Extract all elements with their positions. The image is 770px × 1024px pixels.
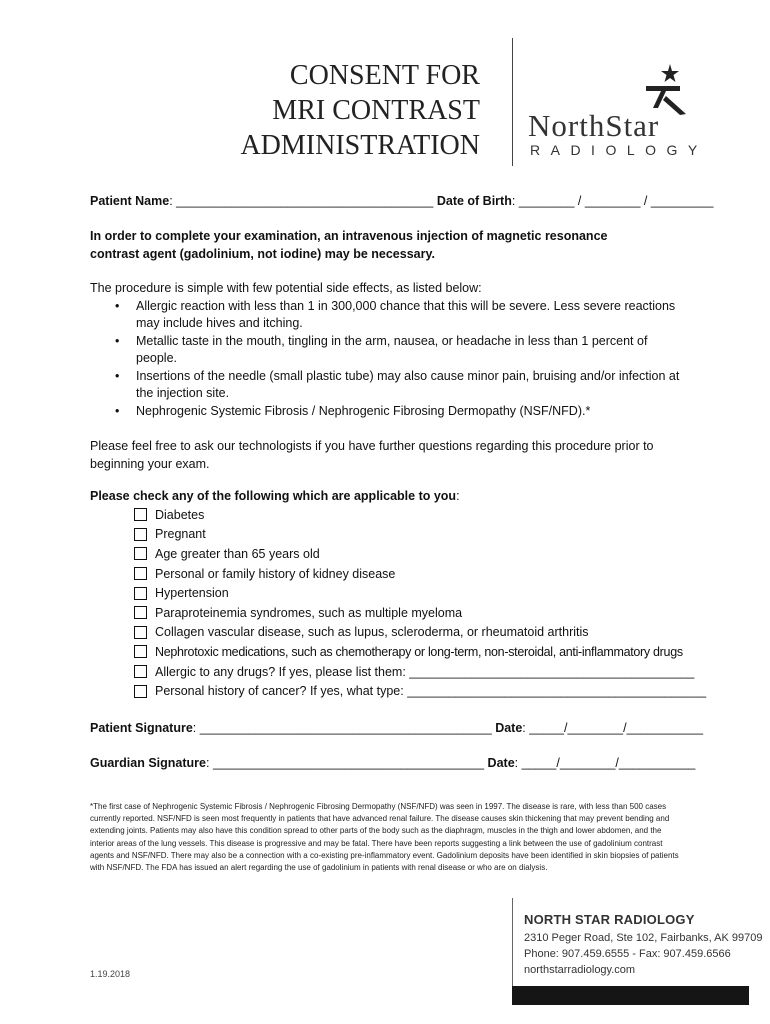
brand-subtitle: RADIOLOGY [530, 142, 708, 158]
checklist-label: Diabetes [155, 507, 205, 522]
patient-signature-field[interactable]: : __________________________________________ [192, 721, 496, 735]
checklist-label[interactable]: Allergic to any drugs? If yes, please list them: _________________________________________ [155, 664, 695, 679]
patient-date-label: Date [495, 721, 523, 735]
footer-bar [512, 986, 749, 1005]
checklist-row [134, 681, 706, 701]
procedure-section [90, 280, 690, 420]
document-title [180, 58, 480, 163]
patient-signature-line [90, 721, 703, 735]
side-effect-item: • Metallic taste in the mouth, tingling in the arm, nausea, or headache in less than 1 percent of people. [90, 333, 690, 368]
patient-name-field[interactable]: : _____________________________________ [169, 194, 437, 208]
patient-date-field[interactable]: : _____/________/___________ [522, 721, 704, 735]
footer-company-name: NORTH STAR RADIOLOGY [524, 912, 695, 927]
checklist-heading [90, 488, 690, 506]
checklist-label: Age greater than 65 years old [155, 546, 320, 561]
checkbox[interactable] [134, 528, 147, 541]
side-effects-list [90, 298, 690, 421]
checklist-label: Pregnant [155, 527, 206, 542]
procedure-lead: The procedure is simple with few potential side effects, as listed below: [90, 281, 482, 295]
checkbox[interactable] [134, 547, 147, 560]
checklist-label: Nephrotoxic medications, such as chemotherapy or long-term, non-steroidal, anti-inflammatory drugs [155, 644, 683, 659]
guardian-date-field[interactable]: : _____/________/___________ [514, 756, 696, 770]
checklist-row [134, 505, 706, 525]
footer-phone-fax: Phone: 907.459.6555 - Fax: 907.459.6566 [524, 948, 731, 960]
checklist-label[interactable]: Personal history of cancer? If yes, what type: ___________________________________________ [155, 684, 707, 699]
side-effect-item: • Nephrogenic Systemic Fibrosis / Nephrogenic Fibrosing Dermopathy (NSF/NFD).* [90, 403, 690, 421]
checklist-heading-colon: : [456, 489, 460, 503]
title-line-1: CONSENT FOR [289, 60, 480, 91]
questions-note: Please feel free to ask our technologists if you have further questions regarding this procedure prior to beginning your exam. [90, 439, 654, 471]
checkbox[interactable] [134, 587, 147, 600]
brand-name: NorthStar [528, 108, 660, 143]
checklist-row [134, 544, 706, 564]
footer-divider [512, 898, 513, 986]
checklist-label: Paraproteinemia syndromes, such as multiple myeloma [155, 605, 463, 620]
checkbox[interactable] [134, 685, 147, 698]
checkbox[interactable] [134, 508, 147, 521]
guardian-signature-line [90, 756, 695, 770]
checkbox[interactable] [134, 567, 147, 580]
checklist-heading-text: Please check any of the following which are applicable to you [90, 489, 457, 503]
side-effect-item: • Insertions of the needle (small plastic tube) may also cause minor pain, bruising and/or infection at the injection site. [90, 368, 690, 403]
checkbox[interactable] [134, 645, 147, 658]
guardian-signature-field[interactable]: : _______________________________________ [206, 756, 488, 770]
title-line-3: ADMINISTRATION [240, 130, 480, 161]
checklist-row [134, 564, 706, 584]
checklist-row [134, 623, 706, 643]
guardian-signature-label: Guardian Signature [90, 756, 206, 770]
footer-website[interactable]: northstarradiology.com [524, 964, 636, 976]
guardian-date-label: Date [487, 756, 515, 770]
form-revision-date: 1.19.2018 [90, 969, 131, 979]
footer-address: 2310 Peger Road, Ste 102, Fairbanks, AK 99709 [524, 932, 763, 944]
checklist-row [134, 603, 706, 623]
side-effect-item: • Allergic reaction with less than 1 in 300,000 chance that this will be severe. Less severe reactions may include hives and itching. [90, 298, 690, 333]
checklist-row [134, 583, 706, 603]
condition-checklist [134, 505, 706, 701]
checklist-label: Hypertension [155, 586, 229, 601]
title-line-2: MRI CONTRAST [272, 95, 480, 126]
patient-name-label: Patient Name [90, 194, 170, 208]
checklist-row [134, 642, 706, 662]
nsf-footnote: *The first case of Nephrogenic Systemic Fibrosis / Nephrogenic Fibrosing Dermopathy (NSF/NFD) was seen in 1997. The disease is rare, with less than 500 cases currently reported. NSF/NFD is seen most frequently in patients that have advanced renal failure. The disease causes skin thickening that may prevent bending and extending joints. Patients may also have this condition spread to other parts of the body such as the diaphragm, muscles in the thigh and lower abdomen, and the interior areas of the lung vessels. This disease is progressive and may be fatal. There have been reports suggesting a link between the use of gadolinium contrast agents and NSF/NFD. There may also be a connection with a co-existing pre-inflammatory event. Gadolinium deposits have been identified in skin biopsies of patients with NSF/NFD. The FDA has issued an alert regarding the use of gadolinium in patients with renal disease or who are on dialysis. [90, 802, 679, 873]
checklist-label: Personal or family history of kidney disease [155, 566, 396, 581]
checklist-row [134, 525, 706, 545]
checklist-label: Collagen vascular disease, such as lupus, scleroderma, or rheumatoid arthritis [155, 625, 589, 640]
patient-signature-label: Patient Signature [90, 721, 193, 735]
header-divider [512, 38, 513, 166]
intro-text: In order to complete your examination, an intravenous injection of magnetic resonance contrast agent (gadolinium, not iodine) may be necessary. [90, 229, 608, 261]
dob-field[interactable]: : ________ / ________ / _________ [511, 194, 714, 208]
dob-label: Date of Birth [436, 194, 512, 208]
checkbox[interactable] [134, 626, 147, 639]
checkbox[interactable] [134, 606, 147, 619]
checkbox[interactable] [134, 665, 147, 678]
patient-info-line [90, 194, 713, 208]
checklist-row [134, 662, 706, 682]
